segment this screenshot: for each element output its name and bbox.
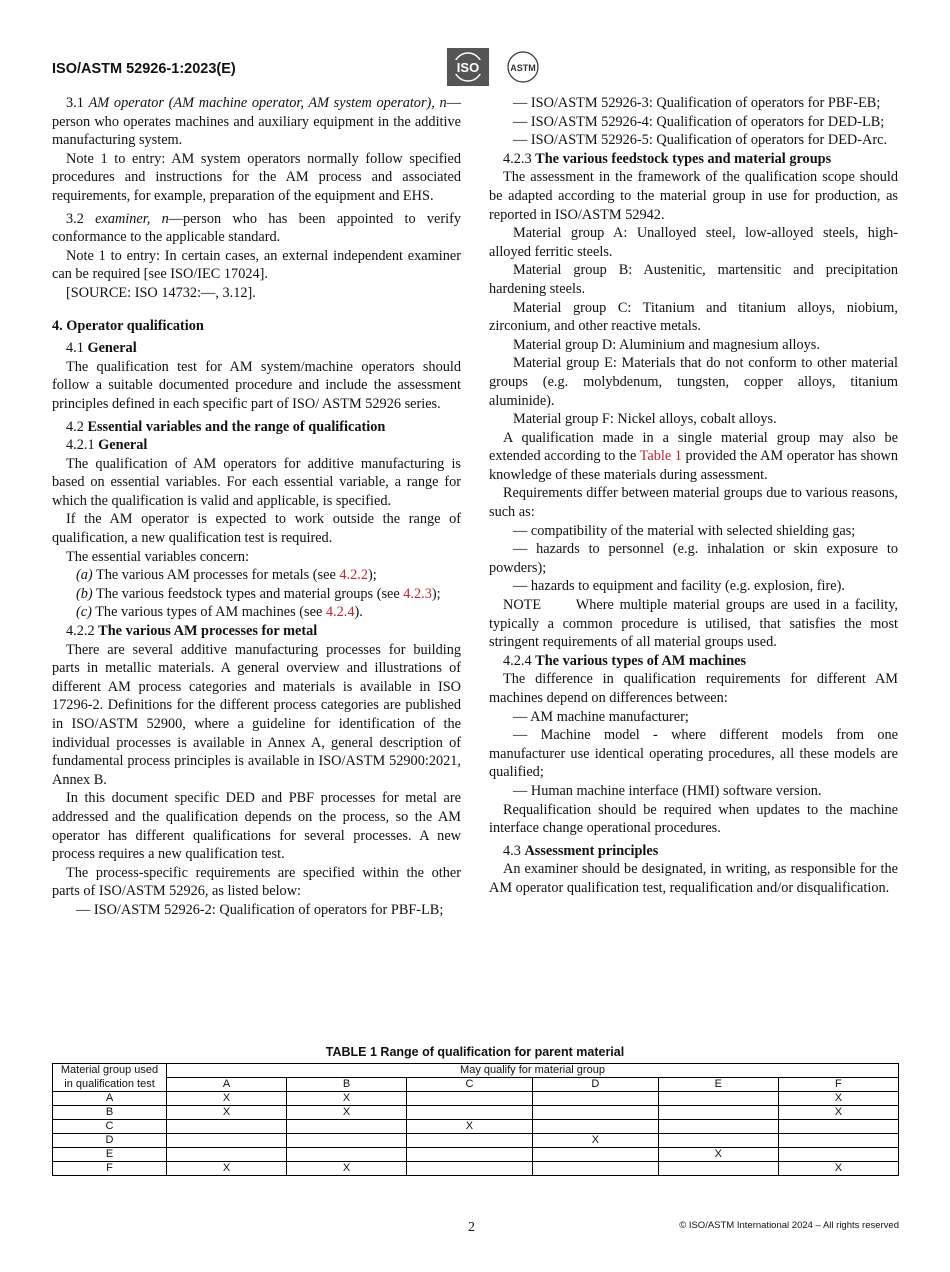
list-item-c: (c) The various types of AM machines (see 4.2.4). bbox=[76, 604, 363, 621]
section-4-2-3-heading: 4.2.3 The various feedstock types and material groups bbox=[503, 150, 832, 167]
term-3-1-note: Note 1 to entry: AM system operators normally follow specified procedures and instructions for the AM process and associated requirements, for example, preparation of the equipment and EHS. bbox=[52, 150, 461, 204]
section-4-2-2-heading: 4.2.2 The various AM processes for metal bbox=[66, 623, 318, 640]
section-4-3-p1: An examiner should be designated, in writing, as responsible for the AM operator qualification test, requalification and/or disqualification. bbox=[489, 861, 898, 896]
list-item-a: (a) The various AM processes for metals (see 4.2.2); bbox=[76, 567, 377, 584]
note: NOTE Where multiple material groups are used in a facility, typically a common procedure is utilised, that satisfies the most stringent requirements of all material groups used. bbox=[489, 597, 899, 651]
table-row-group: B bbox=[53, 1106, 167, 1120]
part-list-item-5: — ISO/ASTM 52926-5: Qualification of operators for DED-Arc. bbox=[513, 132, 888, 149]
table-title: TABLE 1 Range of qualification for parent material bbox=[325, 1045, 625, 1059]
section-4-2-4-heading: 4.2.4 The various types of AM machines bbox=[503, 652, 747, 669]
document-id: ISO/ASTM 52926-1:2023(E) bbox=[52, 61, 236, 77]
table-cell bbox=[287, 1148, 407, 1162]
table-header-left-1: Material group used bbox=[53, 1064, 167, 1078]
ref-4-2-3[interactable]: 4.2.3 bbox=[403, 585, 432, 602]
table-row-group: F bbox=[53, 1162, 167, 1176]
qualification-table bbox=[52, 1063, 899, 1176]
left-column bbox=[52, 94, 461, 920]
iso-logo-text: ISO bbox=[456, 60, 480, 75]
table-cell bbox=[287, 1134, 407, 1148]
table-cell bbox=[532, 1120, 658, 1134]
section-4-2-1-p3: The essential variables concern: bbox=[66, 548, 249, 565]
material-group-f: Material group F: Nickel alloys, cobalt alloys. bbox=[513, 411, 777, 428]
table-row bbox=[53, 1120, 899, 1134]
section-4-2-2-p2: In this document specific DED and PBF processes for metal are addressed and the qualification depends on the process, so the AM operator has different qualifications for several processes. A new process requires a new qualification test. bbox=[52, 790, 461, 863]
section-4-2-2-p1: There are several additive manufacturing processes for building parts in metallic materials. A general overview and illustrations of different AM process categories and materials is available in ISO 17296-2. Definitions for the different process categories are published in ISO/ASTM 52900, where a guideline for identification of the individual processes is available in Annex A, general description of fundamental process principles is available in ISO/ASTM 52900:2021, Annex B. bbox=[52, 641, 461, 788]
section-4-2-1-p1: The qualification of AM operators for additive manufacturing is based on essential variables. For each essential variable, a range for which the qualification is valid and applicable, is specified. bbox=[52, 455, 461, 509]
material-group-d: Material group D: Aluminium and magnesium alloys. bbox=[513, 336, 820, 353]
copyright-notice: © ISO/ASTM International 2024 – All rights reserved bbox=[679, 1220, 899, 1231]
table-row bbox=[53, 1106, 899, 1120]
reason-item-2: — hazards to personnel (e.g. inhalation or skin exposure to powders); bbox=[489, 541, 898, 576]
section-4-heading: 4. Operator qualification bbox=[52, 317, 204, 334]
table-cell: X bbox=[167, 1092, 287, 1106]
material-group-e: Material group E: Materials that do not conform to other material groups (e.g. molybdenum, tungsten, copper alloys, titanium aluminide). bbox=[489, 355, 898, 409]
iso-logo bbox=[447, 48, 489, 86]
table-cell bbox=[658, 1092, 778, 1106]
page-number: 2 bbox=[468, 1220, 475, 1235]
term-3-1: 3.1 AM operator (AM machine operator, AM system operator), n—person who operates machines and auxiliary equipment in the additive manufacturing system. bbox=[52, 95, 461, 149]
table-cell: X bbox=[532, 1134, 658, 1148]
section-4-2-4-p2: Requalification should be required when updates to the machine interface change operational procedures. bbox=[489, 801, 898, 837]
material-group-c: Material group C: Titanium and titanium alloys, niobium, zirconium, and other reactive metals. bbox=[489, 299, 898, 335]
table-cell bbox=[778, 1120, 898, 1134]
table-row bbox=[53, 1162, 899, 1176]
table-column-header: A bbox=[167, 1078, 287, 1092]
table-cell bbox=[407, 1092, 533, 1106]
material-group-a: Material group A: Unalloyed steel, low-alloyed steels, high-alloyed ferritic steels. bbox=[489, 225, 898, 260]
ref-4-2-2[interactable]: 4.2.2 bbox=[339, 567, 368, 584]
table-cell bbox=[407, 1162, 533, 1176]
table-row bbox=[53, 1092, 899, 1106]
reason-item-1: — compatibility of the material with selected shielding gas; bbox=[513, 522, 856, 539]
table-header-left-2: in qualification test bbox=[53, 1078, 167, 1092]
section-4-1-text: The qualification test for AM system/machine operators should follow a suitable documented procedure and include the assessment principles defined in each specific part of ISO/ ASTM 52926 series. bbox=[52, 358, 461, 412]
table-cell: X bbox=[167, 1162, 287, 1176]
table-cell: X bbox=[778, 1092, 898, 1106]
material-group-b: Material group B: Austenitic, martensitic and precipitation hardening steels. bbox=[489, 262, 898, 297]
machine-item-3: — Human machine interface (HMI) software version. bbox=[513, 782, 822, 799]
reason-item-3: — hazards to equipment and facility (e.g. explosion, fire). bbox=[513, 578, 845, 595]
table-cell bbox=[407, 1134, 533, 1148]
section-4-2-1-p2: If the AM operator is expected to work outside the range of qualification, a new qualification test is required. bbox=[52, 511, 461, 547]
astm-logo-text: ASTM bbox=[510, 63, 536, 73]
section-4-2-2-p3: The process-specific requirements are specified within the other parts of ISO/ASTM 52926, as listed below: bbox=[52, 864, 461, 900]
table-cell bbox=[778, 1134, 898, 1148]
table-column-header: B bbox=[287, 1078, 407, 1092]
table-cell bbox=[658, 1134, 778, 1148]
term-3-2-note: Note 1 to entry: In certain cases, an external independent examiner can be required [see ISO/IEC 17024]. bbox=[52, 247, 461, 283]
table-cell: X bbox=[778, 1162, 898, 1176]
part-list-item-4: — ISO/ASTM 52926-4: Qualification of operators for DED-LB; bbox=[513, 113, 885, 130]
table-cell bbox=[532, 1162, 658, 1176]
part-list-item-3: — ISO/ASTM 52926-3: Qualification of operators for PBF-EB; bbox=[513, 95, 881, 111]
table-cell bbox=[167, 1148, 287, 1162]
table-row-group: D bbox=[53, 1134, 167, 1148]
table-cell bbox=[167, 1134, 287, 1148]
section-4-2-4-p1: The difference in qualification requirements for different AM machines depend on differences between: bbox=[489, 671, 898, 706]
table-cell bbox=[532, 1106, 658, 1120]
table-header-span: May qualify for material group bbox=[167, 1064, 899, 1078]
table-cell: X bbox=[167, 1106, 287, 1120]
table-row-group: E bbox=[53, 1148, 167, 1162]
section-4-2-3-p3: Requirements differ between material groups due to various reasons, such as: bbox=[489, 485, 898, 521]
table-row-group: A bbox=[53, 1092, 167, 1106]
table-cell bbox=[778, 1148, 898, 1162]
part-list-item-2: — ISO/ASTM 52926-2: Qualification of operators for PBF-LB; bbox=[76, 901, 444, 918]
astm-logo bbox=[504, 50, 542, 84]
ref-4-2-4[interactable]: 4.2.4 bbox=[325, 604, 355, 621]
machine-item-1: — AM machine manufacturer; bbox=[513, 708, 689, 725]
table-cell bbox=[407, 1148, 533, 1162]
table-column-header: E bbox=[658, 1078, 778, 1092]
table-cell bbox=[167, 1120, 287, 1134]
table-cell: X bbox=[407, 1120, 533, 1134]
table-column-header: F bbox=[778, 1078, 898, 1092]
table-cell bbox=[658, 1120, 778, 1134]
table-row bbox=[53, 1134, 899, 1148]
table-cell: X bbox=[778, 1106, 898, 1120]
section-4-1-heading: 4.1 General bbox=[66, 340, 137, 357]
right-column bbox=[489, 94, 898, 898]
table-cell bbox=[532, 1148, 658, 1162]
table-cell: X bbox=[287, 1162, 407, 1176]
ref-table-1[interactable]: Table 1 bbox=[639, 448, 682, 465]
table-cell: X bbox=[287, 1106, 407, 1120]
table-row-group: C bbox=[53, 1120, 167, 1134]
table-cell: X bbox=[658, 1148, 778, 1162]
list-item-b: (b) The various feedstock types and material groups (see 4.2.3); bbox=[76, 585, 441, 602]
section-4-2-heading: 4.2 Essential variables and the range of qualification bbox=[66, 418, 386, 435]
table-row bbox=[53, 1148, 899, 1162]
table-column-header: D bbox=[532, 1078, 658, 1092]
machine-item-2: — Machine model - where different models from one manufacturer use identical operating procedures, all these models are qualified; bbox=[489, 727, 898, 781]
table-cell bbox=[287, 1120, 407, 1134]
table-column-header: C bbox=[407, 1078, 533, 1092]
section-4-2-3-p2: A qualification made in a single material group may also be extended according to the Table 1 provided the AM operator has shown knowledge of these materials during assessment. bbox=[489, 429, 898, 483]
table-cell bbox=[532, 1092, 658, 1106]
section-4-3-heading: 4.3 Assessment principles bbox=[503, 842, 659, 859]
term-3-2: 3.2 examiner, n—person who has been appointed to verify conformance to the applicable standard. bbox=[52, 210, 461, 246]
table-cell: X bbox=[287, 1092, 407, 1106]
section-4-2-1-heading: 4.2.1 General bbox=[66, 437, 148, 454]
table-cell bbox=[658, 1106, 778, 1120]
table-cell bbox=[658, 1162, 778, 1176]
term-3-2-source: [SOURCE: ISO 14732:—, 3.12]. bbox=[66, 284, 256, 301]
table-cell bbox=[407, 1106, 533, 1120]
section-4-2-3-p1: The assessment in the framework of the qualification scope should be adapted according to the material group in use for production, as reported in ISO/ASTM 52942. bbox=[489, 169, 898, 223]
